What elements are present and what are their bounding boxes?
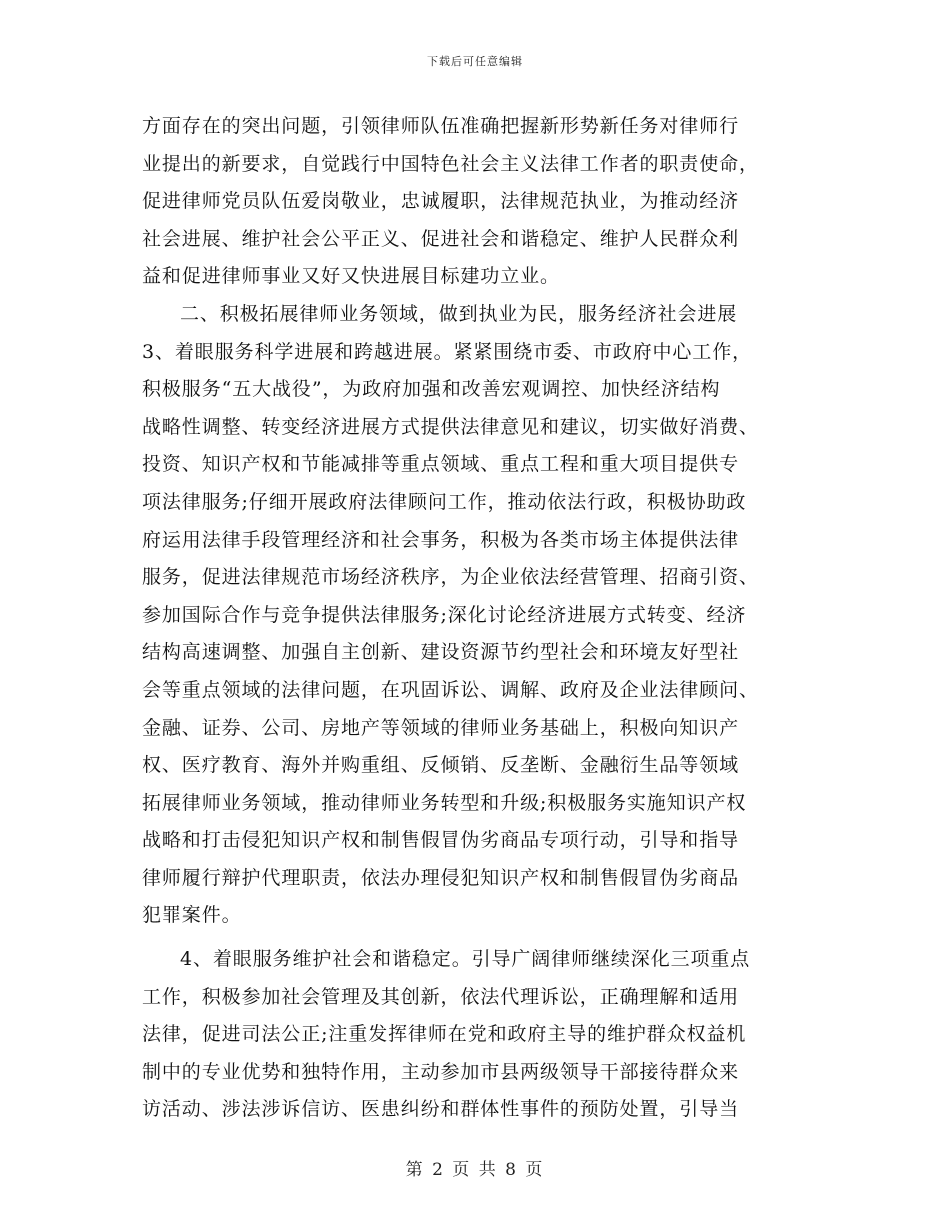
text-line: 服务，促进法律规范市场经济秩序，为企业依法经营管理、招商引资、	[142, 566, 759, 589]
text-line: 访活动、涉法涉诉信访、医患纠纷和群体性事件的预防处置，引导当	[142, 1098, 740, 1121]
text-line: 金融、证券、公司、房地产等领域的律师业务基础上，积极向知识产	[142, 716, 740, 739]
page-header: 下载后可任意编辑	[427, 55, 523, 68]
section-heading	[142, 296, 802, 334]
text-line: 方面存在的突出问题，引领律师队伍准确把握新形势新任务对律师行	[142, 115, 740, 137]
text-line: 4、着眼服务维护社会和谐稳定。引导广阔律师继续深化三项重点	[180, 948, 751, 971]
text-line: 律师履行辩护代理职责，依法办理侵犯知识产权和制售假冒伪劣商品	[142, 866, 740, 889]
text-line: 结构高速调整、加强自主创新、建设资源节约型社会和环境友好型社	[142, 641, 740, 664]
text-line: 益和促进律师事业又好又快进展目标建功立业。	[142, 265, 560, 288]
text-line: 工作，积极参加社会管理及其创新，依法代理诉讼，正确理解和适用	[142, 985, 740, 1008]
paragraph	[142, 334, 802, 936]
text-line: 促进律师党员队伍爱岗敬业，忠诚履职，法律规范执业，为推动经济	[142, 190, 740, 213]
text-line: 拓展律师业务领域，推动律师业务转型和升级;积极服务实施知识产权	[142, 791, 747, 814]
text-line: 业提出的新要求，自觉践行中国特色社会主义法律工作者的职责使命，	[142, 152, 759, 175]
text-line: 制中的专业优势和独特作用，主动参加市县两级领导干部接待群众来	[142, 1060, 740, 1083]
text-line: 战略性调整、转变经济进展方式提供法律意见和建议，切实做好消费、	[142, 415, 759, 438]
text-line: 会等重点领域的法律问题，在巩固诉讼、调解、政府及企业法律顾问、	[142, 678, 759, 701]
text-line: 社会进展、维护社会公平正义、促进社会和谐稳定、维护人民群众利	[142, 227, 740, 250]
heading-line: 二、积极拓展律师业务领域，做到执业为民，服务经济社会进展	[180, 302, 738, 325]
text-line: 参加国际合作与竞争提供法律服务;深化讨论经济进展方式转变、经济	[142, 603, 747, 626]
text-line: 投资、知识产权和节能减排等重点领域、重点工程和重大项目提供专	[142, 453, 740, 476]
text-line: 战略和打击侵犯知识产权和制售假冒伪劣商品专项行动，引导和指导	[142, 829, 740, 852]
paragraph	[142, 108, 802, 296]
text-line: 法律，促进司法公正;注重发挥律师在党和政府主导的维护群众权益机	[142, 1023, 747, 1046]
text-line: 府运用法律手段管理经济和社会事务，积极为各类市场主体提供法律	[142, 528, 740, 551]
text-line: 犯罪案件。	[142, 904, 242, 927]
text-line: 3、着眼服务科学进展和跨越进展。紧紧围绕市委、市政府中心工作，	[142, 340, 752, 363]
paragraph	[142, 941, 802, 1129]
text-line: 积极服务“五大战役”，为政府加强和改善宏观调控、加快经济结构	[142, 378, 721, 401]
text-line: 项法律服务;仔细开展政府法律顾问工作，推动依法行政，积极协助政	[142, 490, 747, 513]
text-line: 权、医疗教育、海外并购重组、反倾销、反垄断、金融衍生品等领域	[142, 754, 740, 777]
document-body	[142, 108, 802, 1129]
page-footer: 第 2 页 共 8 页	[405, 1160, 545, 1180]
